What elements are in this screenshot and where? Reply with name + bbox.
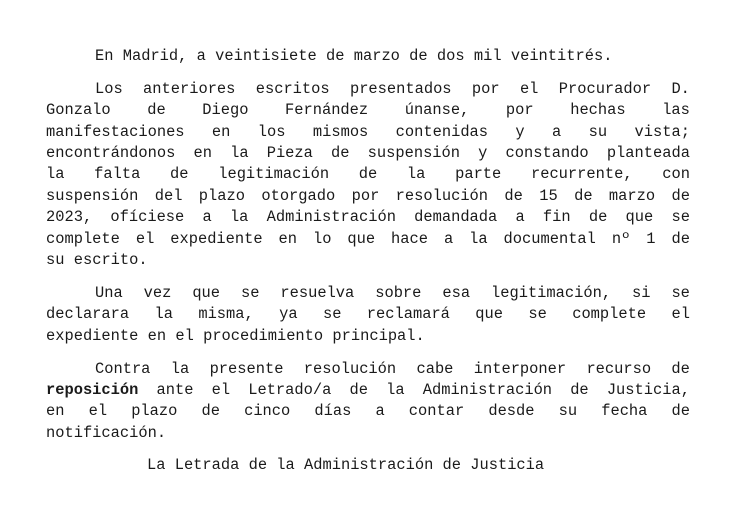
word: Justicia,	[606, 380, 690, 399]
word: esa	[442, 283, 471, 302]
word: la	[229, 208, 249, 227]
paragraph-appeal-notice	[46, 359, 690, 445]
word: hace	[391, 229, 428, 248]
word: constando	[505, 144, 589, 163]
paragraph-line	[46, 380, 690, 401]
word: en	[147, 326, 167, 345]
word: marzo	[608, 186, 656, 205]
word: D.	[671, 79, 690, 98]
paragraph-line	[46, 283, 690, 304]
word: a	[443, 229, 454, 248]
paragraph-legitimation	[46, 283, 690, 347]
word: vez	[143, 283, 172, 302]
word: nº	[611, 229, 631, 248]
word: resolución	[395, 186, 489, 205]
word: Diego	[202, 101, 249, 120]
word: la	[406, 165, 426, 184]
word: dos	[436, 47, 465, 65]
word: fecha	[601, 402, 648, 421]
word: hechas	[570, 101, 626, 120]
word: planteada	[606, 144, 690, 163]
word: únanse,	[404, 101, 470, 120]
word: su	[588, 122, 608, 141]
word: que	[192, 283, 221, 302]
word: plazo	[131, 402, 178, 421]
word: de	[574, 186, 593, 205]
date-line	[46, 46, 690, 67]
word: por	[351, 186, 380, 205]
word: falta	[94, 165, 141, 184]
paragraph-line	[46, 359, 690, 380]
word: Administración	[266, 208, 396, 227]
word: 2023,	[46, 208, 93, 227]
word: Contra	[95, 359, 151, 378]
word: mil	[473, 47, 502, 65]
word: que	[347, 229, 376, 248]
word: 1	[646, 229, 656, 248]
word: de	[504, 186, 523, 205]
word: a	[196, 47, 206, 65]
paragraph-line	[46, 186, 690, 207]
word: Una	[95, 283, 123, 302]
word: de	[671, 402, 690, 421]
word: en	[46, 402, 65, 421]
word: ya	[279, 305, 298, 324]
word: otorgado	[261, 186, 336, 205]
word: cinco	[244, 402, 291, 421]
paragraph-line	[46, 326, 690, 347]
word: de	[671, 229, 690, 248]
word: legitimación,	[491, 283, 612, 302]
word: Letrado/a	[248, 380, 332, 399]
word: días	[314, 402, 352, 421]
word: el	[88, 402, 108, 421]
word: el	[211, 380, 231, 399]
word: la	[230, 144, 249, 163]
word: de	[570, 380, 589, 399]
word: se	[322, 305, 342, 324]
word: complete	[46, 229, 120, 248]
word: anteriores	[143, 79, 236, 98]
word: que	[625, 208, 654, 227]
word: escrito.	[73, 251, 148, 270]
word: misma,	[198, 305, 254, 324]
word: el	[175, 326, 194, 345]
word: de	[147, 101, 166, 120]
word: la	[154, 305, 173, 324]
word: que	[475, 305, 503, 324]
word: del	[154, 186, 183, 205]
word: el	[519, 79, 539, 98]
word: se	[528, 305, 547, 324]
word: Gonzalo	[46, 101, 111, 120]
word: demandada	[414, 208, 498, 227]
word: a	[375, 402, 385, 421]
word: la	[469, 229, 488, 248]
word: sobre	[375, 283, 422, 302]
word: y	[478, 144, 488, 163]
word: reclamará	[366, 305, 450, 324]
word: de	[358, 165, 378, 184]
word: su	[558, 402, 578, 421]
word: presente	[209, 359, 284, 378]
word: declarara	[46, 305, 130, 324]
word: la	[386, 380, 405, 399]
word: con	[662, 165, 690, 184]
word: recurrente,	[530, 165, 633, 184]
word: los	[257, 122, 286, 141]
word: a	[515, 208, 525, 227]
word: las	[662, 101, 690, 120]
word: mismos	[312, 122, 369, 141]
word: parte	[455, 165, 502, 184]
signature-line: La Letrada de la Administración de Justicia	[147, 455, 545, 474]
paragraph-line	[46, 423, 690, 444]
word: de	[671, 186, 690, 205]
paragraph-unite-writings	[46, 79, 690, 272]
word: se	[240, 283, 260, 302]
word: su	[46, 251, 65, 270]
word: si	[632, 283, 651, 302]
word: resolución	[303, 359, 397, 378]
word: ante	[156, 380, 194, 399]
paragraph-line	[46, 143, 690, 164]
word: contenidas	[395, 122, 489, 141]
word: de	[201, 402, 220, 421]
word: en	[278, 229, 298, 248]
paragraph-line	[46, 207, 690, 228]
word: el	[671, 305, 690, 324]
word: marzo	[353, 47, 400, 65]
resolution-document	[46, 46, 690, 476]
word: de	[170, 165, 189, 184]
word: recurso	[586, 359, 652, 378]
word: En	[95, 47, 114, 65]
word: desde	[488, 402, 535, 421]
word: fin	[542, 208, 571, 227]
word: cabe	[416, 359, 454, 378]
word: en	[211, 122, 231, 141]
word: se	[671, 283, 690, 302]
word: por	[471, 79, 500, 98]
paragraph-line	[46, 250, 690, 271]
word: a	[202, 208, 212, 227]
word: vista;	[634, 122, 690, 141]
word: suspensión	[46, 186, 139, 205]
word: de	[409, 47, 428, 65]
paragraph-line	[46, 100, 690, 121]
paragraph-line	[46, 122, 690, 143]
word: 15	[539, 186, 558, 205]
word: resuelva	[280, 283, 355, 302]
word: Madrid,	[122, 47, 188, 65]
word: lo	[312, 229, 332, 248]
word: escritos	[255, 79, 330, 98]
word: plazo	[198, 186, 245, 205]
word: Administración	[422, 380, 553, 399]
word: de	[326, 47, 345, 65]
word: el	[135, 229, 155, 248]
word: reposición	[46, 380, 139, 399]
word: y	[515, 122, 525, 141]
word: la	[46, 165, 65, 184]
word: de	[671, 359, 690, 378]
paragraph-line	[46, 401, 690, 422]
word: presentados	[349, 79, 452, 98]
paragraph-line	[46, 164, 690, 185]
word: en	[193, 144, 212, 163]
word: a	[552, 122, 562, 141]
word: principal.	[332, 326, 425, 345]
paragraph-line	[46, 229, 690, 250]
word: Procurador	[558, 79, 652, 98]
word: encontrándonos	[46, 144, 176, 163]
word: la	[170, 359, 190, 378]
word: de	[331, 144, 350, 163]
word: veintitrés.	[510, 47, 613, 65]
word: interponer	[473, 359, 567, 378]
paragraph-line	[46, 79, 690, 100]
word: procedimiento	[203, 326, 324, 345]
word: expediente	[170, 229, 263, 248]
word: por	[505, 101, 534, 120]
word: documental	[503, 229, 596, 248]
word: expediente	[46, 326, 139, 345]
word: Pieza	[266, 144, 313, 163]
word: ofíciese	[110, 208, 185, 227]
word: Los	[95, 79, 123, 98]
word: suspensión	[367, 144, 461, 163]
word: de	[349, 380, 368, 399]
word: manifestaciones	[46, 122, 185, 141]
word: Fernández	[285, 101, 369, 120]
word: de	[588, 208, 608, 227]
word: complete	[572, 305, 647, 324]
word: contar	[408, 402, 465, 421]
word: legitimación	[218, 165, 330, 184]
word: notificación.	[46, 423, 167, 442]
word: se	[671, 208, 690, 227]
word: veintisiete	[215, 47, 317, 65]
paragraph-line	[46, 304, 690, 325]
